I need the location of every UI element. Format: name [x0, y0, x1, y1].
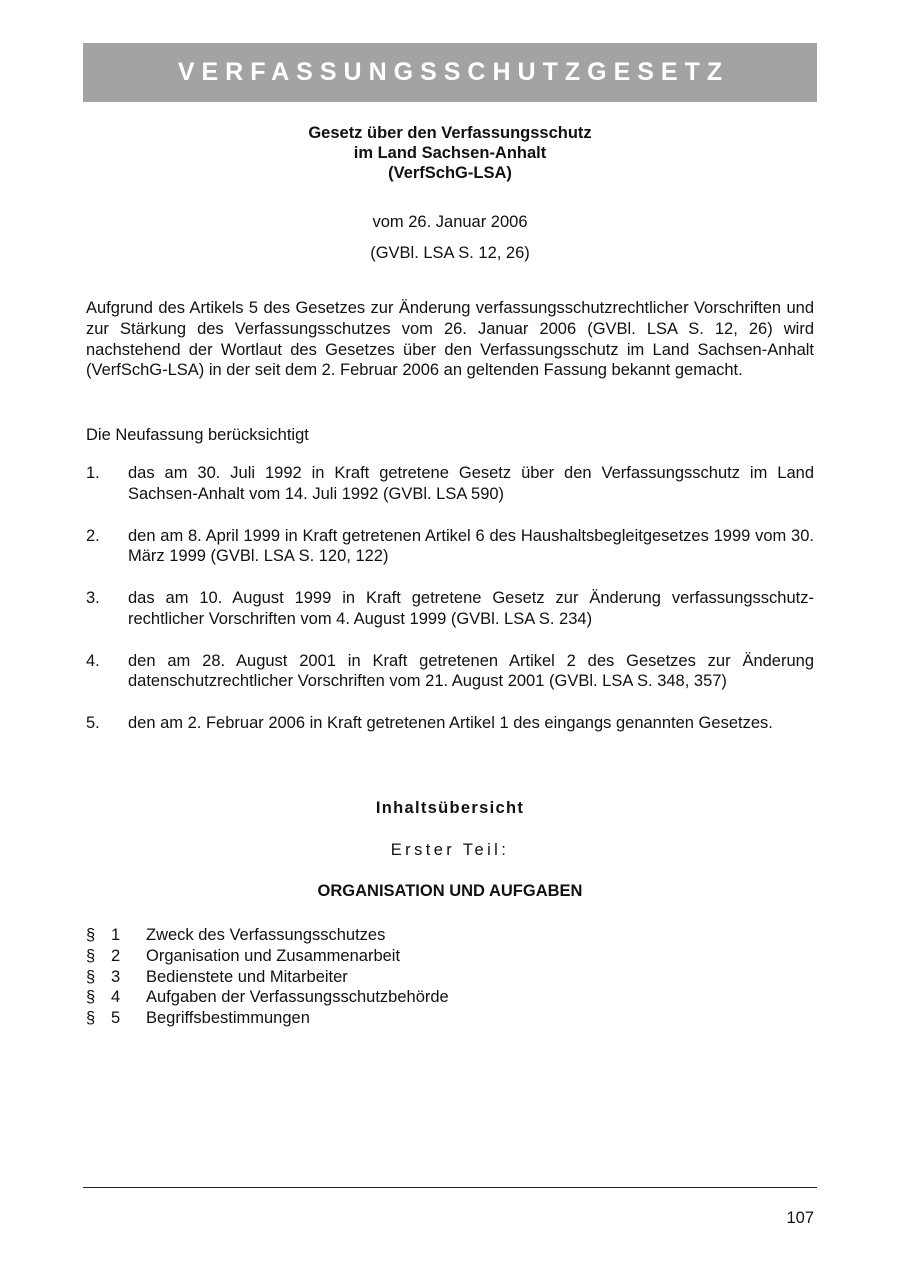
intro-line: Die Neufassung berücksichtigt [86, 426, 309, 444]
list-item-number: 1. [86, 464, 100, 482]
section-symbol: § [86, 946, 96, 965]
list-item-number: 5. [86, 714, 100, 732]
toc-entry [86, 987, 786, 1008]
list-item-text: das am 10. August 1999 in Kraft getretene Gesetz zur Änderung verfassungsschutzrechtlicher Vorschriften vom 4. August 1999 (GVBl. LSA S. 234) [128, 589, 814, 628]
preamble-paragraph: Aufgrund des Artikels 5 des Gesetzes zur Änderung verfassungsschutzrechtlicher Vorschriften und zur Stärkung des Verfassungsschutzes vom 26. Januar 2006 (GVBl. LSA S. 12, 26) wird nachstehend der Wortlaut des Gesetzes über den Verfassungsschutz im Land Sachsen-Anhalt (VerfSchG-LSA) in der seit dem 2. Februar 2006 an geltenden Fassung bekannt gemacht. [86, 299, 814, 380]
section-number: 2 [111, 946, 121, 965]
toc-heading: Inhaltsübersicht [375, 799, 525, 817]
section-symbol: § [86, 926, 96, 944]
list-item [86, 463, 814, 526]
list-item-text: das am 30. Juli 1992 in Kraft getretene Gesetz über den Verfassungsschutz im Land Sachsen-Anhalt vom 14. Juli 1992 (GVBl. LSA 590) [128, 464, 814, 503]
section-number: 5 [111, 1009, 121, 1028]
list-item-text: den am 8. April 1999 in Kraft getretenen Artikel 6 des Haushaltsbegleitgesetzes 1999 vom 30. März 1999 (GVBl. LSA S. 120, 122) [128, 526, 814, 566]
footer-divider [83, 1187, 817, 1188]
law-citation: (GVBl. LSA S. 12, 26) [370, 244, 530, 262]
page-number: 107 [786, 1209, 814, 1227]
list-item [86, 588, 814, 651]
law-title-line-2: im Land Sachsen-Anhalt [353, 144, 547, 162]
section-symbol: § [86, 988, 96, 1007]
header-banner [83, 43, 817, 102]
law-title-line-3: (VerfSchG-LSA) [388, 164, 512, 182]
list-item-text: den am 28. August 2001 in Kraft getretenen Artikel 2 des Gesetzes zur Änderung datenschutzrechtlicher Vorschriften vom 21. August 2001 (GVBl. LSA S. 348, 357) [128, 651, 814, 691]
list-item [86, 713, 814, 776]
toc-entry [86, 925, 786, 946]
section-title: Begriffsbestimmungen [146, 1009, 310, 1028]
list-item-number: 3. [86, 589, 100, 607]
section-number: 1 [111, 926, 121, 944]
banner-title: VERFASSUNGSSCHUTZGESETZ [177, 58, 730, 86]
table-of-contents [86, 925, 786, 1029]
section-title: Aufgaben der Verfassungsschutzbehörde [146, 988, 449, 1007]
list-item-number: 2. [86, 526, 100, 545]
section-symbol: § [86, 967, 96, 986]
list-item [86, 651, 814, 714]
section-number: 4 [111, 988, 121, 1007]
section-number: 3 [111, 967, 121, 986]
list-item-number: 4. [86, 651, 100, 670]
part-title: ORGANISATION UND AUFGABEN [317, 882, 583, 900]
toc-entry [86, 946, 786, 967]
law-date: vom 26. Januar 2006 [372, 213, 528, 231]
toc-entry [86, 1008, 786, 1029]
section-symbol: § [86, 1009, 96, 1028]
section-title: Bedienstete und Mitarbeiter [146, 967, 348, 986]
amendment-list [86, 463, 814, 776]
section-title: Organisation und Zusammenarbeit [146, 946, 401, 965]
law-title-line-1: Gesetz über den Verfassungsschutz [308, 124, 592, 142]
section-title: Zweck des Verfassungsschutzes [146, 926, 386, 944]
list-item [86, 526, 814, 589]
toc-entry [86, 967, 786, 988]
part-label: Erster Teil: [390, 841, 510, 859]
law-title [83, 123, 817, 183]
list-item-text: den am 2. Februar 2006 in Kraft getretenen Artikel 1 des eingangs genannten Gesetzes. [128, 714, 773, 732]
